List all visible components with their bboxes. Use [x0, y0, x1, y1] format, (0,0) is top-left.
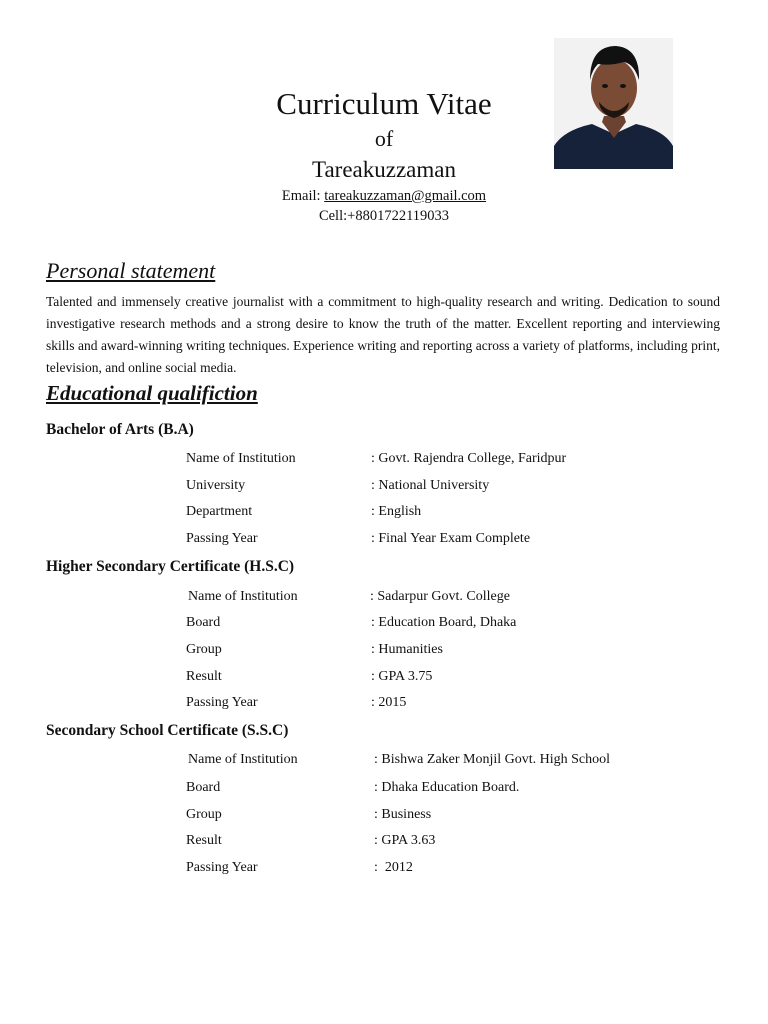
field-value: : National University [371, 478, 490, 493]
field-value: : Sadarpur Govt. College [370, 589, 510, 604]
field-value: : Business [374, 807, 432, 822]
email-link[interactable]: tareakuzzaman@gmail.com [324, 188, 487, 204]
field-label: Passing Year [186, 860, 258, 875]
cell-line: Cell:+8801722119033 [318, 208, 450, 224]
field-label: Result [186, 669, 222, 684]
field-value: : 2015 [371, 695, 407, 710]
personal-statement-heading: Personal statement [46, 258, 216, 283]
page-title: Curriculum Vitae [276, 86, 492, 121]
field-label: Name of Institution [186, 451, 296, 466]
field-value: : Dhaka Education Board. [374, 780, 520, 795]
field-label: Name of Institution [188, 589, 298, 604]
field-label: Passing Year [186, 695, 258, 710]
field-value: : GPA 3.63 [374, 833, 436, 848]
field-value: : Govt. Rajendra College, Faridpur [371, 451, 567, 466]
field-value: : Final Year Exam Complete [371, 531, 531, 546]
email-label: Email: [281, 188, 325, 204]
candidate-name: Tareakuzzaman [312, 157, 456, 182]
field-value: : English [371, 504, 422, 519]
field-label: Result [186, 833, 222, 848]
personal-statement-text: Talented and immensely creative journalist with a commitment to high-quality research and writing. Dedication to sound investigative research methods and a strong desire to know the truth of the matter. Excellent reporting and interviewing skills and award-winning writing techniques. Experience writing and reporting across a variety of platforms, including print, television, and online social media. [46, 294, 720, 375]
cv-header [184, 84, 584, 226]
field-value: : GPA 3.75 [371, 669, 433, 684]
field-label: Group [186, 807, 222, 822]
field-label: Department [186, 504, 253, 519]
title-of: of [374, 126, 394, 151]
field-label: Name of Institution [188, 752, 298, 767]
degree-heading-ba: Bachelor of Arts (B.A) [46, 421, 194, 438]
field-label: Group [186, 642, 222, 657]
education-heading: Educational qualifiction [46, 381, 258, 405]
field-value: : Education Board, Dhaka [371, 615, 517, 630]
field-label: Board [186, 615, 221, 630]
field-label: Board [186, 780, 221, 795]
field-label: University [186, 478, 246, 493]
email-line [184, 186, 584, 206]
field-value: : Bishwa Zaker Monjil Govt. High School [374, 752, 611, 767]
field-label: Passing Year [186, 531, 258, 546]
degree-heading-hsc: Higher Secondary Certificate (H.S.C) [46, 558, 295, 575]
field-value: : Humanities [371, 642, 443, 657]
field-value: : 2012 [374, 860, 413, 875]
degree-heading-ssc: Secondary School Certificate (S.S.C) [46, 722, 289, 739]
